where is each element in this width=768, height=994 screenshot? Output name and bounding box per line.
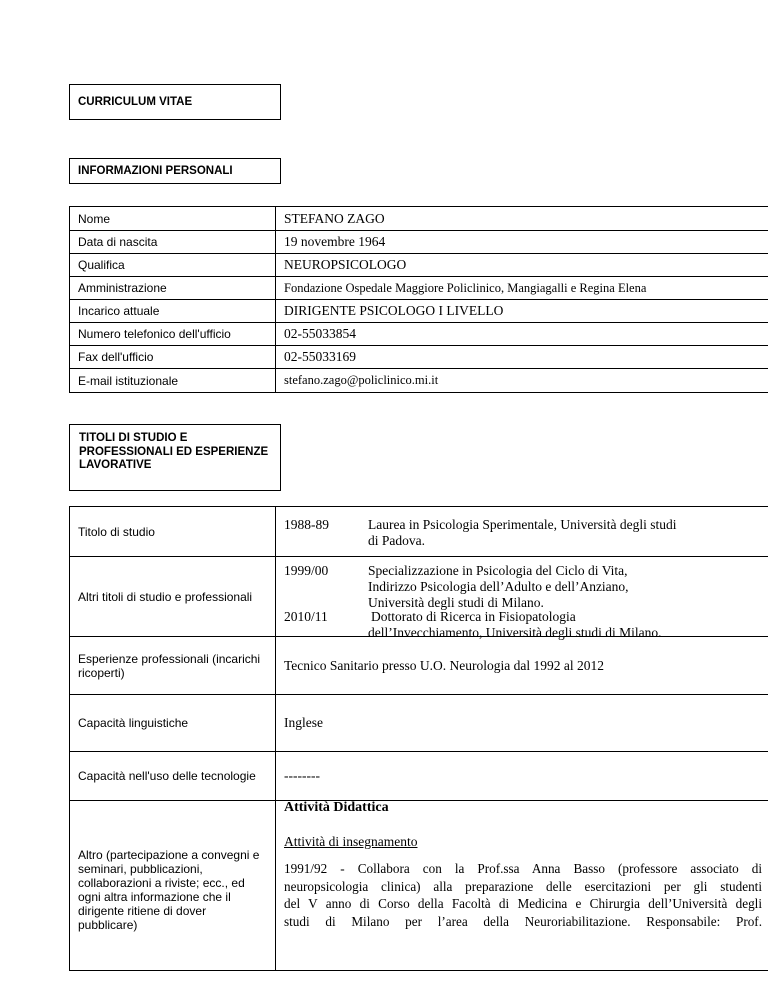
- text-line: di Padova.: [368, 533, 425, 548]
- field-label: Incarico attuale: [70, 300, 276, 323]
- label-line: ricoperti): [78, 665, 125, 680]
- specialization-year: 1999/00: [284, 563, 329, 578]
- email-value: stefano.zago@policlinico.mi.it: [276, 369, 768, 393]
- field-value: DIRIGENTE PSICOLOGO I LIVELLO: [276, 300, 768, 323]
- field-value: 19 novembre 1964: [276, 231, 768, 254]
- label-line: pubblicare): [78, 918, 138, 932]
- personal-info-table: [69, 206, 768, 393]
- degree-text: [368, 517, 677, 549]
- label-line: Esperienze professionali (incarichi: [78, 651, 261, 666]
- field-label: [70, 801, 276, 971]
- text-line: Indirizzo Psicologia dell’Adulto e dell’Anziano,: [368, 579, 629, 594]
- phd-text: [368, 609, 662, 641]
- teaching-paragraph: [284, 860, 762, 930]
- degree-year: 1988-89: [284, 517, 329, 532]
- table-row: [70, 231, 768, 254]
- field-label: Nome: [70, 207, 276, 231]
- text-line: neuropsicologia clinica) alla preparazione delle esercitazioni per gli studenti: [284, 878, 762, 894]
- field-label: Capacità nell'uso delle tecnologie: [70, 752, 276, 801]
- phd-year: 2010/11: [284, 609, 328, 624]
- field-value: --------: [276, 752, 768, 801]
- label-line: seminari, pubblicazioni,: [78, 862, 203, 876]
- didactic-title: Attività Didattica: [284, 800, 389, 815]
- table-row: [70, 346, 768, 369]
- text-line: dell’Invecchiamento, Università degli studi di Milano.: [368, 625, 662, 640]
- label-line: Altro (partecipazione a convegni e: [78, 848, 260, 862]
- field-value: 02-55033854: [276, 323, 768, 346]
- table-row: [70, 637, 768, 695]
- teaching-subtitle: Attività di insegnamento: [284, 834, 418, 849]
- text-line: del V anno di Corso della Facoltà di Medicina e Chirurgia dell’Università degli: [284, 896, 762, 911]
- field-label: Qualifica: [70, 254, 276, 277]
- field-value: Fondazione Ospedale Maggiore Policlinico, Mangiagalli e Regina Elena: [276, 277, 768, 300]
- field-label: E-mail istituzionale: [70, 369, 276, 393]
- text-line: 1991/92 - Collabora con la Prof.ssa Anna Basso (professore associato di: [284, 861, 762, 876]
- titles-header-box: [69, 424, 281, 491]
- table-row: [70, 277, 768, 300]
- text-line: Specializzazione in Psicologia del Ciclo di Vita,: [368, 563, 628, 578]
- table-row: [70, 695, 768, 752]
- table-row: [70, 254, 768, 277]
- text-line: studi di Milano per l’area della Neuroriabilitazione. Responsabile: Prof.: [284, 913, 762, 929]
- table-row: [70, 369, 768, 393]
- text-line: Laurea in Psicologia Sperimentale, Università degli studi: [368, 517, 677, 532]
- cv-title-box: [69, 84, 281, 120]
- field-value: STEFANO ZAGO: [276, 207, 768, 231]
- field-value: 02-55033169: [276, 346, 768, 369]
- table-row: [70, 300, 768, 323]
- field-label: Data di nascita: [70, 231, 276, 254]
- field-label: Titolo di studio: [70, 507, 276, 557]
- personal-info-header: INFORMAZIONI PERSONALI: [78, 164, 233, 177]
- label-line: dirigente ritiene di dover: [78, 904, 207, 918]
- field-label: Amministrazione: [70, 277, 276, 300]
- field-value: Tecnico Sanitario presso U.O. Neurologia dal 1992 al 2012: [276, 637, 768, 695]
- text-line: Università degli studi di Milano.: [368, 595, 544, 610]
- field-label: Altri titoli di studio e professionali: [70, 557, 276, 637]
- field-label: Numero telefonico dell'ufficio: [70, 323, 276, 346]
- field-label: Capacità linguistiche: [70, 695, 276, 752]
- cv-title: CURRICULUM VITAE: [78, 95, 193, 108]
- text-line: Dottorato di Ricerca in Fisiopatologia: [371, 609, 576, 624]
- field-label: Fax dell'ufficio: [70, 346, 276, 369]
- specialization-text: [368, 563, 629, 611]
- table-row: [70, 207, 768, 231]
- label-line: ogni altra informazione che il: [78, 890, 231, 904]
- table-row: [70, 752, 768, 801]
- field-label: [70, 637, 276, 695]
- personal-info-header-box: [69, 158, 281, 184]
- field-value: NEUROPSICOLOGO: [276, 254, 768, 277]
- table-row: [70, 323, 768, 346]
- label-line: collaborazioni a riviste; ecc., ed: [78, 876, 245, 890]
- field-value: Inglese: [276, 695, 768, 752]
- titles-header: TITOLI DI STUDIO E PROFESSIONALI ED ESPERIENZE LAVORATIVE: [79, 432, 269, 471]
